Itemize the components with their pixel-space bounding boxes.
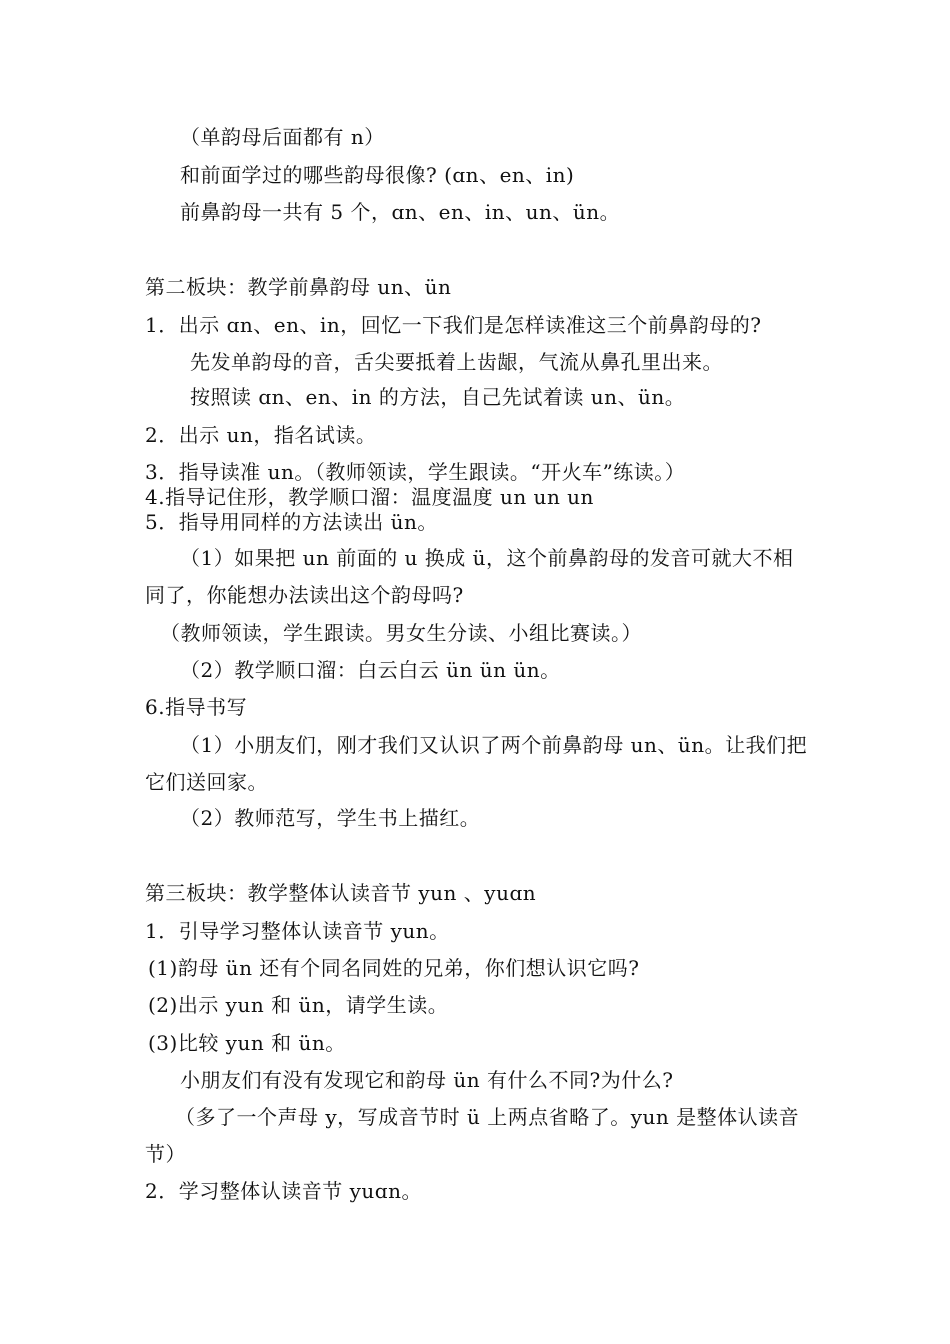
section-heading: 第二板块：教学前鼻韵母 un、ün: [145, 275, 452, 299]
paragraph-line: 和前面学过的哪些韵母很像? (ɑn、en、in): [180, 163, 575, 187]
paragraph-line: 节）: [145, 1142, 186, 1166]
paragraph-line: 同了，你能想办法读出这个韵母吗?: [145, 583, 464, 607]
paragraph-line: 2．学习整体认读音节 yuɑn。: [145, 1179, 422, 1203]
paragraph-line: 按照读 ɑn、en、in 的方法，自己先试着读 un、ün。: [190, 385, 686, 409]
paragraph-line: （教师领读，学生跟读。男女生分读、小组比赛读。）: [160, 621, 642, 645]
paragraph-line: 5．指导用同样的方法读出 ün。: [145, 510, 438, 534]
paragraph-line: 小朋友们有没有发现它和韵母 ün 有什么不同?为什么?: [180, 1068, 674, 1092]
paragraph-line: （1）小朋友们，刚才我们又认识了两个前鼻韵母 un、ün。让我们把: [180, 733, 808, 757]
paragraph-line: (3)比较 yun 和 ün。: [148, 1031, 346, 1055]
paragraph-line: 它们送回家。: [145, 770, 268, 794]
paragraph-line: 4.指导记住形，教学顺口溜：温度温度 un un un: [145, 485, 594, 509]
paragraph-line: 2．出示 un，指名试读。: [145, 423, 377, 447]
section-heading: 第三板块：教学整体认读音节 yun 、yuɑn: [145, 881, 537, 905]
paragraph-line: 3．指导读准 un。（教师领读，学生跟读。“开火车”练读。）: [145, 460, 686, 484]
paragraph-line: 先发单韵母的音，舌尖要抵着上齿龈，气流从鼻孔里出来。: [190, 350, 723, 374]
paragraph-line: 前鼻韵母一共有 5 个，ɑn、en、in、un、ün。: [180, 200, 621, 224]
paragraph-line: 1．出示 ɑn、en、in，回忆一下我们是怎样读准这三个前鼻韵母的?: [145, 313, 762, 337]
paragraph-line: （2）教师范写，学生书上描红。: [180, 806, 481, 830]
paragraph-line: 6.指导书写: [145, 695, 248, 719]
paragraph-line: （多了一个声母 y，写成音节时 ü 上两点省略了。yun 是整体认读音: [175, 1105, 800, 1129]
paragraph-line: （单韵母后面都有 n）: [180, 125, 385, 149]
paragraph-line: (1)韵母 ün 还有个同名同姓的兄弟，你们想认识它吗?: [148, 956, 640, 980]
paragraph-line: （1）如果把 un 前面的 u 换成 ü，这个前鼻韵母的发音可就大不相: [180, 546, 794, 570]
paragraph-line: （2）教学顺口溜：白云白云 ün ün ün。: [180, 658, 561, 682]
paragraph-line: 1．引导学习整体认读音节 yun。: [145, 919, 450, 943]
paragraph-line: (2)出示 yun 和 ün，请学生读。: [148, 993, 449, 1017]
